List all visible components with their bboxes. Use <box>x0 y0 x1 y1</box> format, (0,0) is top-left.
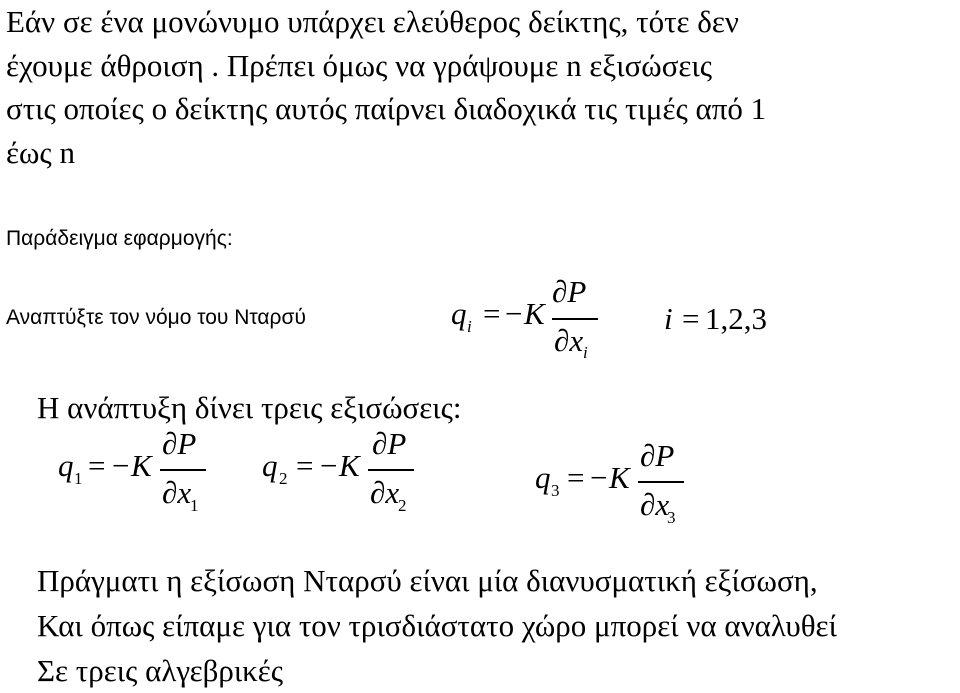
eq1-minus: − <box>112 448 130 483</box>
intro-paragraph <box>6 0 766 174</box>
index-values: 1,2,3 <box>705 301 767 336</box>
conclusion-line: Πράγματι η εξίσωση Νταρσύ είναι μία διανυσματική εξίσωση, <box>37 563 818 598</box>
eq-coefficient: K <box>524 296 545 331</box>
intro-line: έως n <box>6 134 75 170</box>
index-var: i <box>664 301 673 336</box>
eq2-lhs: q <box>262 448 278 483</box>
eq2-equals: = <box>296 448 314 483</box>
eq-equals: = <box>483 296 501 331</box>
eq1-coefficient: K <box>131 448 152 483</box>
eq3-lhs-subscript: 3 <box>551 481 560 500</box>
eq-lhs-subscript: i <box>467 317 472 336</box>
intro-line: Εάν σε ένα μονώνυμο υπάρχει ελεύθερος δείκτης, τότε δεν <box>6 4 739 39</box>
eq3-fraction-bar <box>638 481 684 483</box>
eq3-numerator: ∂P <box>640 438 675 473</box>
eq2-minus: − <box>320 448 338 483</box>
eq3-minus: − <box>590 460 608 495</box>
intro-line: έχουμε άθροιση . Πρέπει όμως να γράψουμε n εξισώσεις <box>6 47 713 83</box>
eq-lhs: q <box>451 296 467 331</box>
conclusion-line: Και όπως είπαμε για τον τρισδιάστατο χώρο μπορεί να αναλυθεί <box>37 608 837 643</box>
eq1-denominator-subscript: 1 <box>190 496 199 515</box>
eq2-numerator: ∂P <box>372 426 407 461</box>
eq3-coefficient: K <box>609 460 630 495</box>
eq1-fraction-bar <box>160 469 206 471</box>
intro-line: στις οποίες ο δείκτης αυτός παίρνει διαδοχικά τις τιμές από 1 <box>6 91 767 126</box>
eq3-denominator: ∂x <box>640 487 670 522</box>
eq3-denominator-subscript: 3 <box>667 508 676 527</box>
eq2-lhs-subscript: 2 <box>279 469 288 488</box>
eq2-denominator-subscript: 2 <box>398 496 407 515</box>
eq2-denominator: ∂x <box>370 475 400 510</box>
eq3-equals: = <box>567 460 585 495</box>
example-heading: Παράδειγμα εφαρμογής: <box>6 227 233 250</box>
eq-minus: − <box>505 296 523 331</box>
eq2-coefficient: K <box>339 448 360 483</box>
eq-denominator-subscript: i <box>583 343 588 362</box>
conclusion-line: Σε τρεις αλγεβρικές <box>37 653 284 688</box>
eq1-equals: = <box>88 448 106 483</box>
eq2-fraction-bar <box>368 469 414 471</box>
fraction-bar <box>552 318 598 320</box>
index-equals: = <box>682 301 700 336</box>
eq1-lhs-subscript: 1 <box>74 469 83 488</box>
eq-denominator: ∂x <box>554 323 584 358</box>
eq-numerator: ∂P <box>552 274 587 309</box>
eq1-lhs: q <box>58 448 74 483</box>
eq3-lhs: q <box>535 460 551 495</box>
expansion-heading: Η ανάπτυξη δίνει τρεις εξισώσεις: <box>37 390 462 425</box>
eq1-denominator: ∂x <box>162 475 192 510</box>
eq1-numerator: ∂P <box>162 426 197 461</box>
conclusion-paragraph <box>37 558 837 693</box>
task-label: Αναπτύξτε τον νόμο του Νταρσύ <box>6 306 306 329</box>
